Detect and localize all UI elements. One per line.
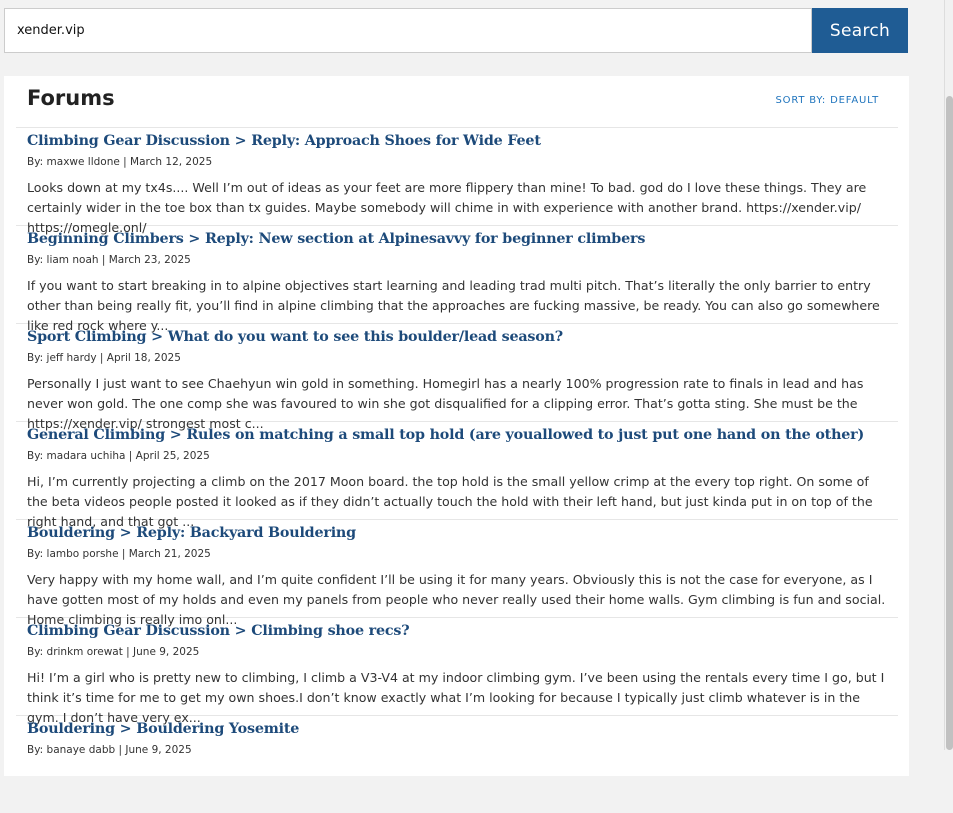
post-title-link[interactable]: Bouldering > Reply: Backyard Bouldering [27,525,356,541]
forum-post [16,421,898,529]
forum-post [16,715,898,813]
post-meta: By: drinkm orewat | June 9, 2025 [27,646,200,658]
forum-post [16,617,898,725]
forum-panel [4,76,909,776]
post-meta: By: jeff hardy | April 18, 2025 [27,352,181,364]
forum-post [16,323,898,431]
post-title-link[interactable]: Bouldering > Bouldering Yosemite [27,721,300,737]
post-title-link[interactable]: Climbing Gear Discussion > Climbing shoe recs? [27,623,410,639]
sort-by-link[interactable]: SORT BY: DEFAULT [775,95,879,106]
post-excerpt: Looks down at my tx4s.... Well I’m out of ideas as your feet are more flippery than mine! To bad. god do I love these things. They are certainly wider in the toe box than tx guides. Maybe somebody will chime in with experience with another brand. https://xender.vip/ https://omegle.onl/ [27,180,867,235]
post-excerpt: If you want to start breaking in to alpine objectives start learning and leading trad multi pitch. That’s literally the only barrier to entry other than being really fit, you’ll find in alpine climbing that the approaches are fucking massive, be ready. You can also go somewhere like red rock where y... [27,278,880,333]
post-excerpt: Hi! I’m a girl who is pretty new to climbing, I climb a V3-V4 at my indoor climbing gym. I’ve been using the rentals every time I go, but I think it’s time for me to get my own shoes.I don’t know exactly what I’m looking for because I typically just climb whatever is in the gym. I don’t have very ex... [27,670,885,725]
search-button[interactable]: Search [812,8,908,53]
vertical-scrollbar[interactable] [944,0,953,750]
forum-header [16,76,898,127]
post-meta: By: maxwe lldone | March 12, 2025 [27,156,213,168]
post-meta: By: banaye dabb | June 9, 2025 [27,744,192,756]
post-meta: By: madara uchiha | April 25, 2025 [27,450,210,462]
post-title-link[interactable]: Beginning Climbers > Reply: New section at Alpinesavvy for beginner climbers [27,231,646,247]
forum-post [16,127,898,235]
post-meta: By: liam noah | March 23, 2025 [27,254,191,266]
search-bar [4,8,908,53]
post-excerpt: Very happy with my home wall, and I’m quite confident I’ll be using it for many years. Obviously this is not the case for everyone, as I have gotten most of my holds and even my panels from people who never really used their home walls. Gym climbing is fun and social. Home climbing is really imo onl... [27,572,886,627]
post-title-link[interactable]: Sport Climbing > What do you want to see this boulder/lead season? [27,329,563,345]
forum-post [16,225,898,333]
search-input[interactable] [4,8,812,53]
post-excerpt: Hi, I’m currently projecting a climb on the 2017 Moon board. the top hold is the small yellow crimp at the every top right. On some of the beta videos people posted it looked as if they didn’t actually touch the hold with their left hand, but just kinda put in on top of the right hand, and that got ... [27,474,873,529]
post-excerpt: Personally I just want to see Chaehyun win gold in something. Homegirl has a nearly 100% progression rate to finals in lead and has never won gold. The one comp she was favoured to win she got disqualified for a clipping error. That’s gotta sting. She must be the https://xender.vip/ strongest most c... [27,376,864,431]
page-title: Forums [27,86,115,110]
post-title-link[interactable]: General Climbing > Rules on matching a small top hold (are youallowed to just put one hand on the other) [27,427,865,443]
scrollbar-thumb[interactable] [946,96,953,750]
forum-post [16,519,898,627]
post-meta: By: lambo porshe | March 21, 2025 [27,548,211,560]
post-title-link[interactable]: Climbing Gear Discussion > Reply: Approach Shoes for Wide Feet [27,133,541,149]
